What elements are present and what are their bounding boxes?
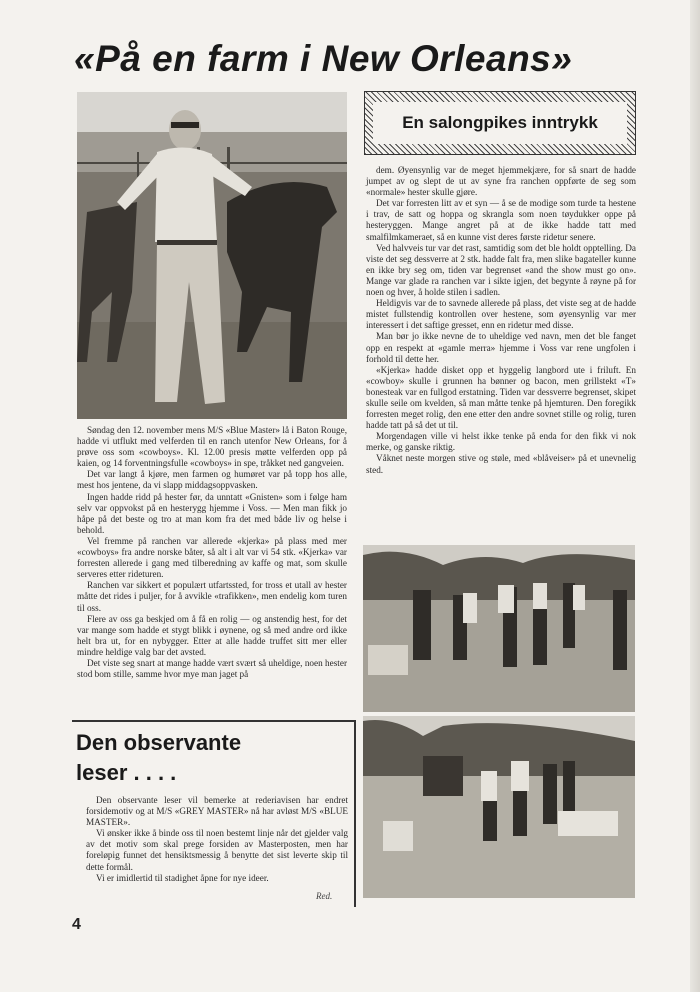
- paragraph: Morgendagen ville vi helst ikke tenke på enda for den fikk vi nok merke, og ganske riktig.: [366, 431, 636, 453]
- right-column-text: [366, 165, 636, 476]
- left-column-text: [77, 425, 347, 680]
- paragraph: Ranchen var sikkert et populært utfartssted, for tross et utall av hester måtte det rides i puljer, for å avvikle «trafikken», men endelig kom turen til oss.: [77, 580, 347, 613]
- editor-signature: Red.: [316, 891, 333, 901]
- title-line: Den observante: [76, 730, 242, 755]
- paragraph: dem. Øyensynlig var de meget hjemmekjære, for så snart de hadde jumpet av og slept de ut av syne fra ranchen oppførte de seg som «normale» hester skulle gjøre.: [366, 165, 636, 198]
- group-at-ranch-photo: [363, 545, 635, 712]
- paragraph: Vel fremme på ranchen var allerede «kjerka» på plass med mer «cowboys» fra andre norske båter, så alt i alt var vi 54 stk. «Kjerka» var forresten allerede i gang med tilberedning av kaffe og mat, som skulle serveres etter rideturen.: [77, 535, 347, 580]
- subhead-inner: [373, 102, 627, 144]
- paragraph: Det viste seg snart at mange hadde vært svært så uheldige, noen hester stod bom stille, samme hvor mye man jaget på: [77, 657, 347, 680]
- paragraph: Det var langt å kjøre, men farmen og humøret var på topp hos alle, mest hos jentene, da vi slapp middagsoppvasken.: [77, 469, 347, 491]
- paragraph: Våknet neste morgen stive og støle, med «blåveiser» på et unevnelig sted.: [366, 453, 636, 475]
- paragraph: Vi er imidlertid til stadighet åpne for nye ideer.: [96, 872, 269, 883]
- editor-note-text: [86, 795, 348, 884]
- paragraph: Man bør jo ikke nevne de to uheldige ved navn, men det ble fanget opp en respekt at «gamle merra» hjemme i Voss var rene ungfolen i forhold til dette her.: [366, 331, 636, 364]
- subhead-title: En salongpikes inntrykk: [402, 113, 598, 132]
- paragraph: «Kjerka» hadde disket opp et hyggelig langbord ute i friluft. En «cowboy» skulle i grunnen ha bønner og bacon, men grillstekt «T» bonesteak var en fullgod erstatning. Tiden var dessverre begrenset, skipet skulle seile om kvelden, så man måtte tenke på hjemturen. Den foregikk forresten meget rolig, den ene etter den andre sovnet stille og rolig, turen hadde tatt på så det ut til.: [366, 364, 636, 431]
- paragraph: Det var forresten litt av et syn — å se de modige som turde ta hestene i trav, de satt og hoppa og skrangla som noen tøydukker oppe på hesteryggen. Mange angret på at de ikke hadde tatt med smalfilmkameraet, så en kunne vist deres første ridetur senere.: [366, 198, 636, 242]
- article-headline: «På en farm i New Orleans»: [74, 38, 573, 79]
- paragraph: Heldigvis var de to savnede allerede på plass, det viste seg at de hadde mistet fullstendig kontrollen over hestene, som øyensynlig var mer interessert i det saftige gresset, enn en ridetur med disse.: [366, 298, 636, 331]
- picnic-table-photo: [363, 716, 635, 898]
- subhead-box: [364, 91, 636, 155]
- paragraph: Ingen hadde ridd på hester før, da unntatt «Gnisten» som i følge ham selv var oppvokst på en hesterygg hjemme i Voss. — Men man fikk jo håpe på det beste og tro at man kom fra det med både liv og helse i behold.: [77, 491, 347, 535]
- paragraph: Søndag den 12. november mens M/S «Blue Master» lå i Baton Rouge, hadde vi utflukt med velferden til en ranch utenfor New Orleans, for å prøve oss som «cowboys». Kl. 12.00 presis møtte velferden opp på kaien, og 14 forventningsfulle «cowboys» in spe, tråkket ned gangveien.: [77, 425, 347, 469]
- paragraph: Den observante leser vil bemerke at rederiavisen har endret forsidemotiv og at M/S «GREY MASTER» nå har avløst M/S «BLUE MASTER».: [86, 795, 348, 828]
- paragraph: Flere av oss ga beskjed om å få en rolig — og anstendig hest, for det var mange som hadde et stygt blikk i øynene, og så med andre ord ikke helt bra ut, for en nybygger. Etter at alle hadde truffet sitt mer eller mindre heldige valg bar det avsted.: [77, 613, 347, 657]
- paragraph: Vi ønsker ikke å binde oss til noen bestemt linje når det gjelder valg av det motiv som skal prege forsiden av Masterposten, men har foreløpig funnet det hensiktsmessig å benytte det sist leverte skip til dette formål.: [86, 828, 348, 872]
- editor-note-title: [76, 728, 346, 788]
- paragraph: Ved halvveis tur var det rast, samtidig som det ble holdt opptelling. Da viste det seg dessverre at 2 stk. hadde falt fra, men slike bagateller kunne en ikke bry seg om, tiden var begrenset «and the show must go on». Mange var glade ra ranchen var i sikte igjen, det begynte å røyne på for noen og hver, å holde stilen i sadlen.: [366, 242, 636, 298]
- page-edge: [690, 0, 700, 992]
- title-line: leser . . . .: [76, 760, 177, 785]
- man-with-horse-photo: [77, 92, 347, 419]
- page-number: 4: [72, 916, 81, 933]
